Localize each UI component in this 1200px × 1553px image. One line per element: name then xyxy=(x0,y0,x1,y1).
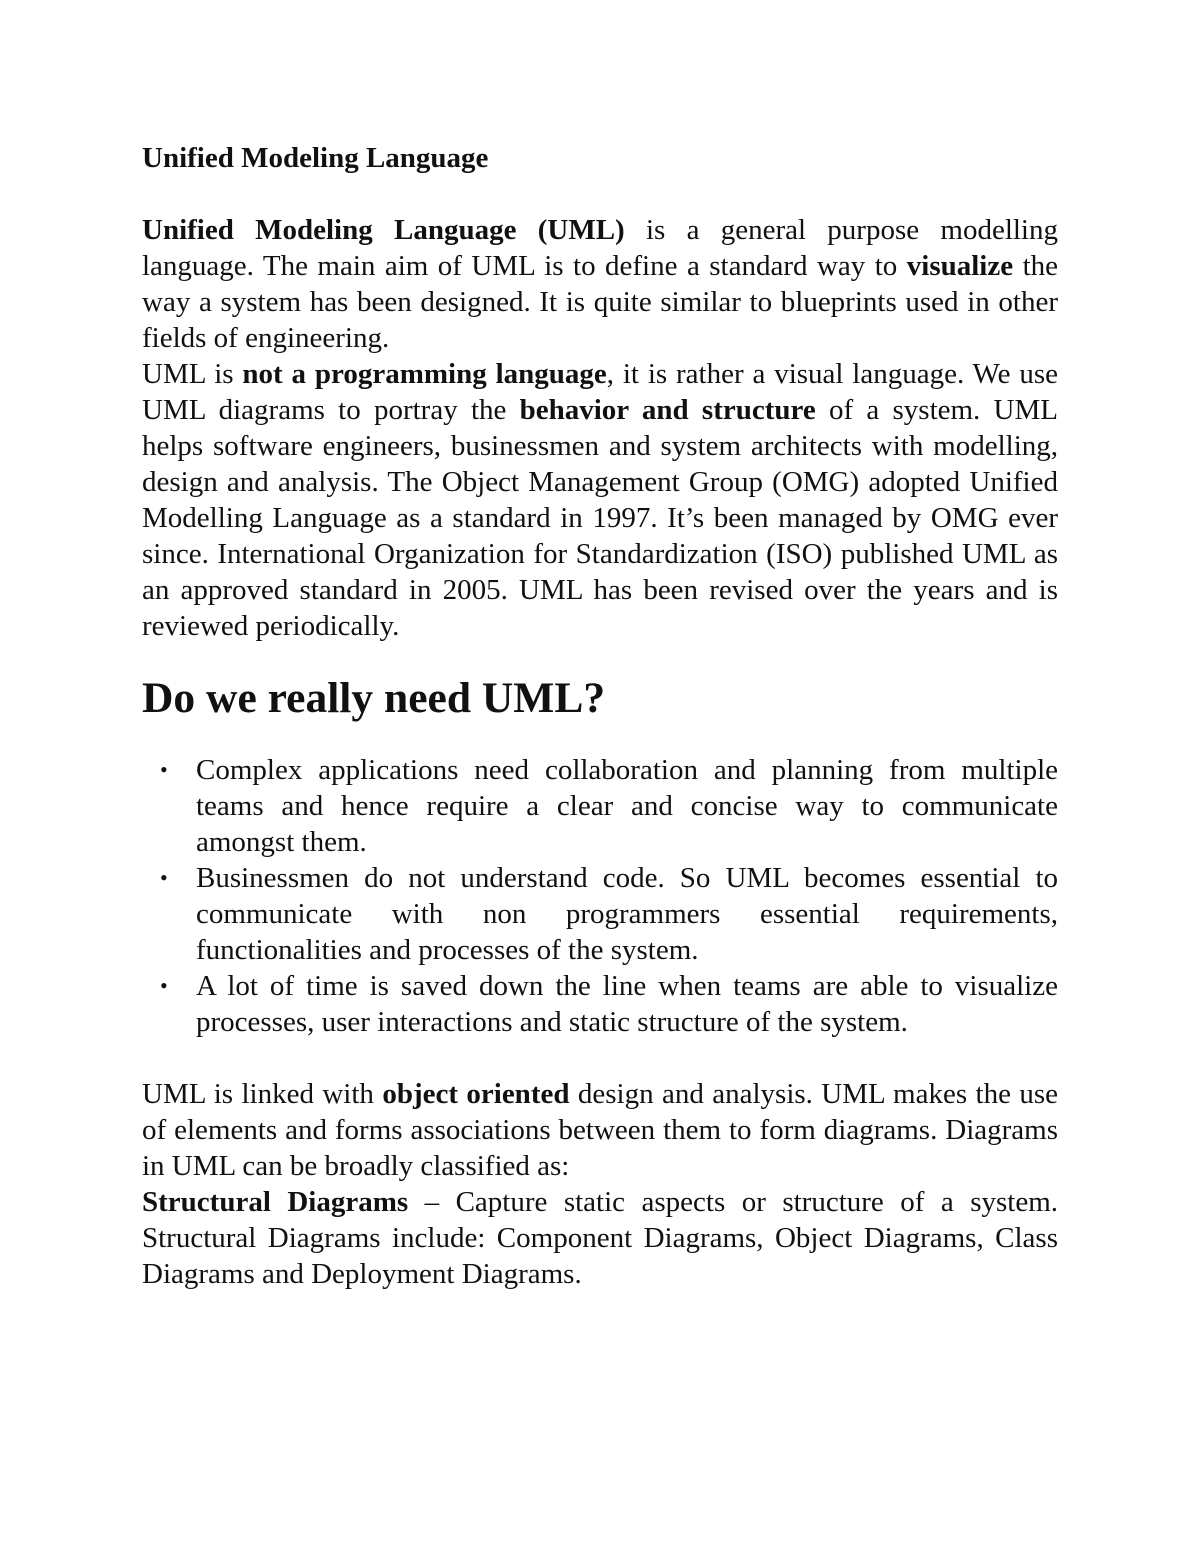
text-run: the way a system has been designed. It is quite similar to blueprints used in other fields of engineering. xyxy=(142,250,1058,354)
bullet-list xyxy=(142,752,1058,1040)
spacer xyxy=(142,1040,1058,1076)
section-heading: Do we really need UML? xyxy=(142,674,606,722)
bullet-icon: • xyxy=(160,973,168,998)
object-oriented-paragraph xyxy=(142,1076,1058,1184)
document-title: Unified Modeling Language xyxy=(142,142,489,174)
list-item-text: Complex applications need collaboration and planning from multiple teams and hence require a clear and concise way to communicate amongst them. xyxy=(196,754,1058,858)
bold-text-run: Structural Diagrams xyxy=(142,1186,409,1218)
document-page xyxy=(142,140,1058,1292)
list-item xyxy=(142,968,1058,1040)
text-run: design and analysis. UML makes the use of elements and forms associations between them to form diagrams. Diagrams in UML can be broadly classified as: xyxy=(142,1078,1058,1182)
bold-text-run: visualize xyxy=(906,250,1014,282)
text-run: of a system. UML helps software engineers, businessmen and system architects with modelling, design and analysis. The Object Management Group (OMG) adopted Unified Modelling Language as a standard in 1997. It’s been managed by OMG ever since. International Organization for Standardization (ISO) published UML as an approved standard in 2005. UML has been revised over the years and is reviewed periodically. xyxy=(142,394,1058,642)
list-item-text: A lot of time is saved down the line when teams are able to visualize processes, user interactions and static structure of the system. xyxy=(196,970,1058,1038)
bullet-icon: • xyxy=(160,757,168,782)
text-run: – Capture static aspects or structure of a system. Structural Diagrams include: Component Diagrams, Object Diagrams, Class Diagrams and Deployment Diagrams. xyxy=(142,1186,1058,1290)
uml-description-paragraph xyxy=(142,356,1058,644)
intro-paragraph xyxy=(142,212,1058,356)
list-item xyxy=(142,752,1058,860)
text-run: is a general purpose modelling language. The main aim of UML is to define a standard way to xyxy=(142,214,1058,282)
bullet-icon: • xyxy=(160,865,168,890)
bold-text-run: object oriented xyxy=(382,1078,570,1110)
list-item-text: Businessmen do not understand code. So UML becomes essential to communicate with non programmers essential requirements, functionalities and processes of the system. xyxy=(196,862,1058,966)
text-run: , it is rather a visual language. We use UML diagrams to portray the xyxy=(142,358,1058,426)
text-run: UML is xyxy=(142,358,243,390)
bold-text-run: not a programming language xyxy=(242,358,607,390)
structural-diagrams-paragraph xyxy=(142,1184,1058,1292)
bold-text-run: behavior and structure xyxy=(519,394,816,426)
bold-text-run: Unified Modeling Language (UML) xyxy=(142,214,625,246)
list-item xyxy=(142,860,1058,968)
text-run: UML is linked with xyxy=(142,1078,383,1110)
